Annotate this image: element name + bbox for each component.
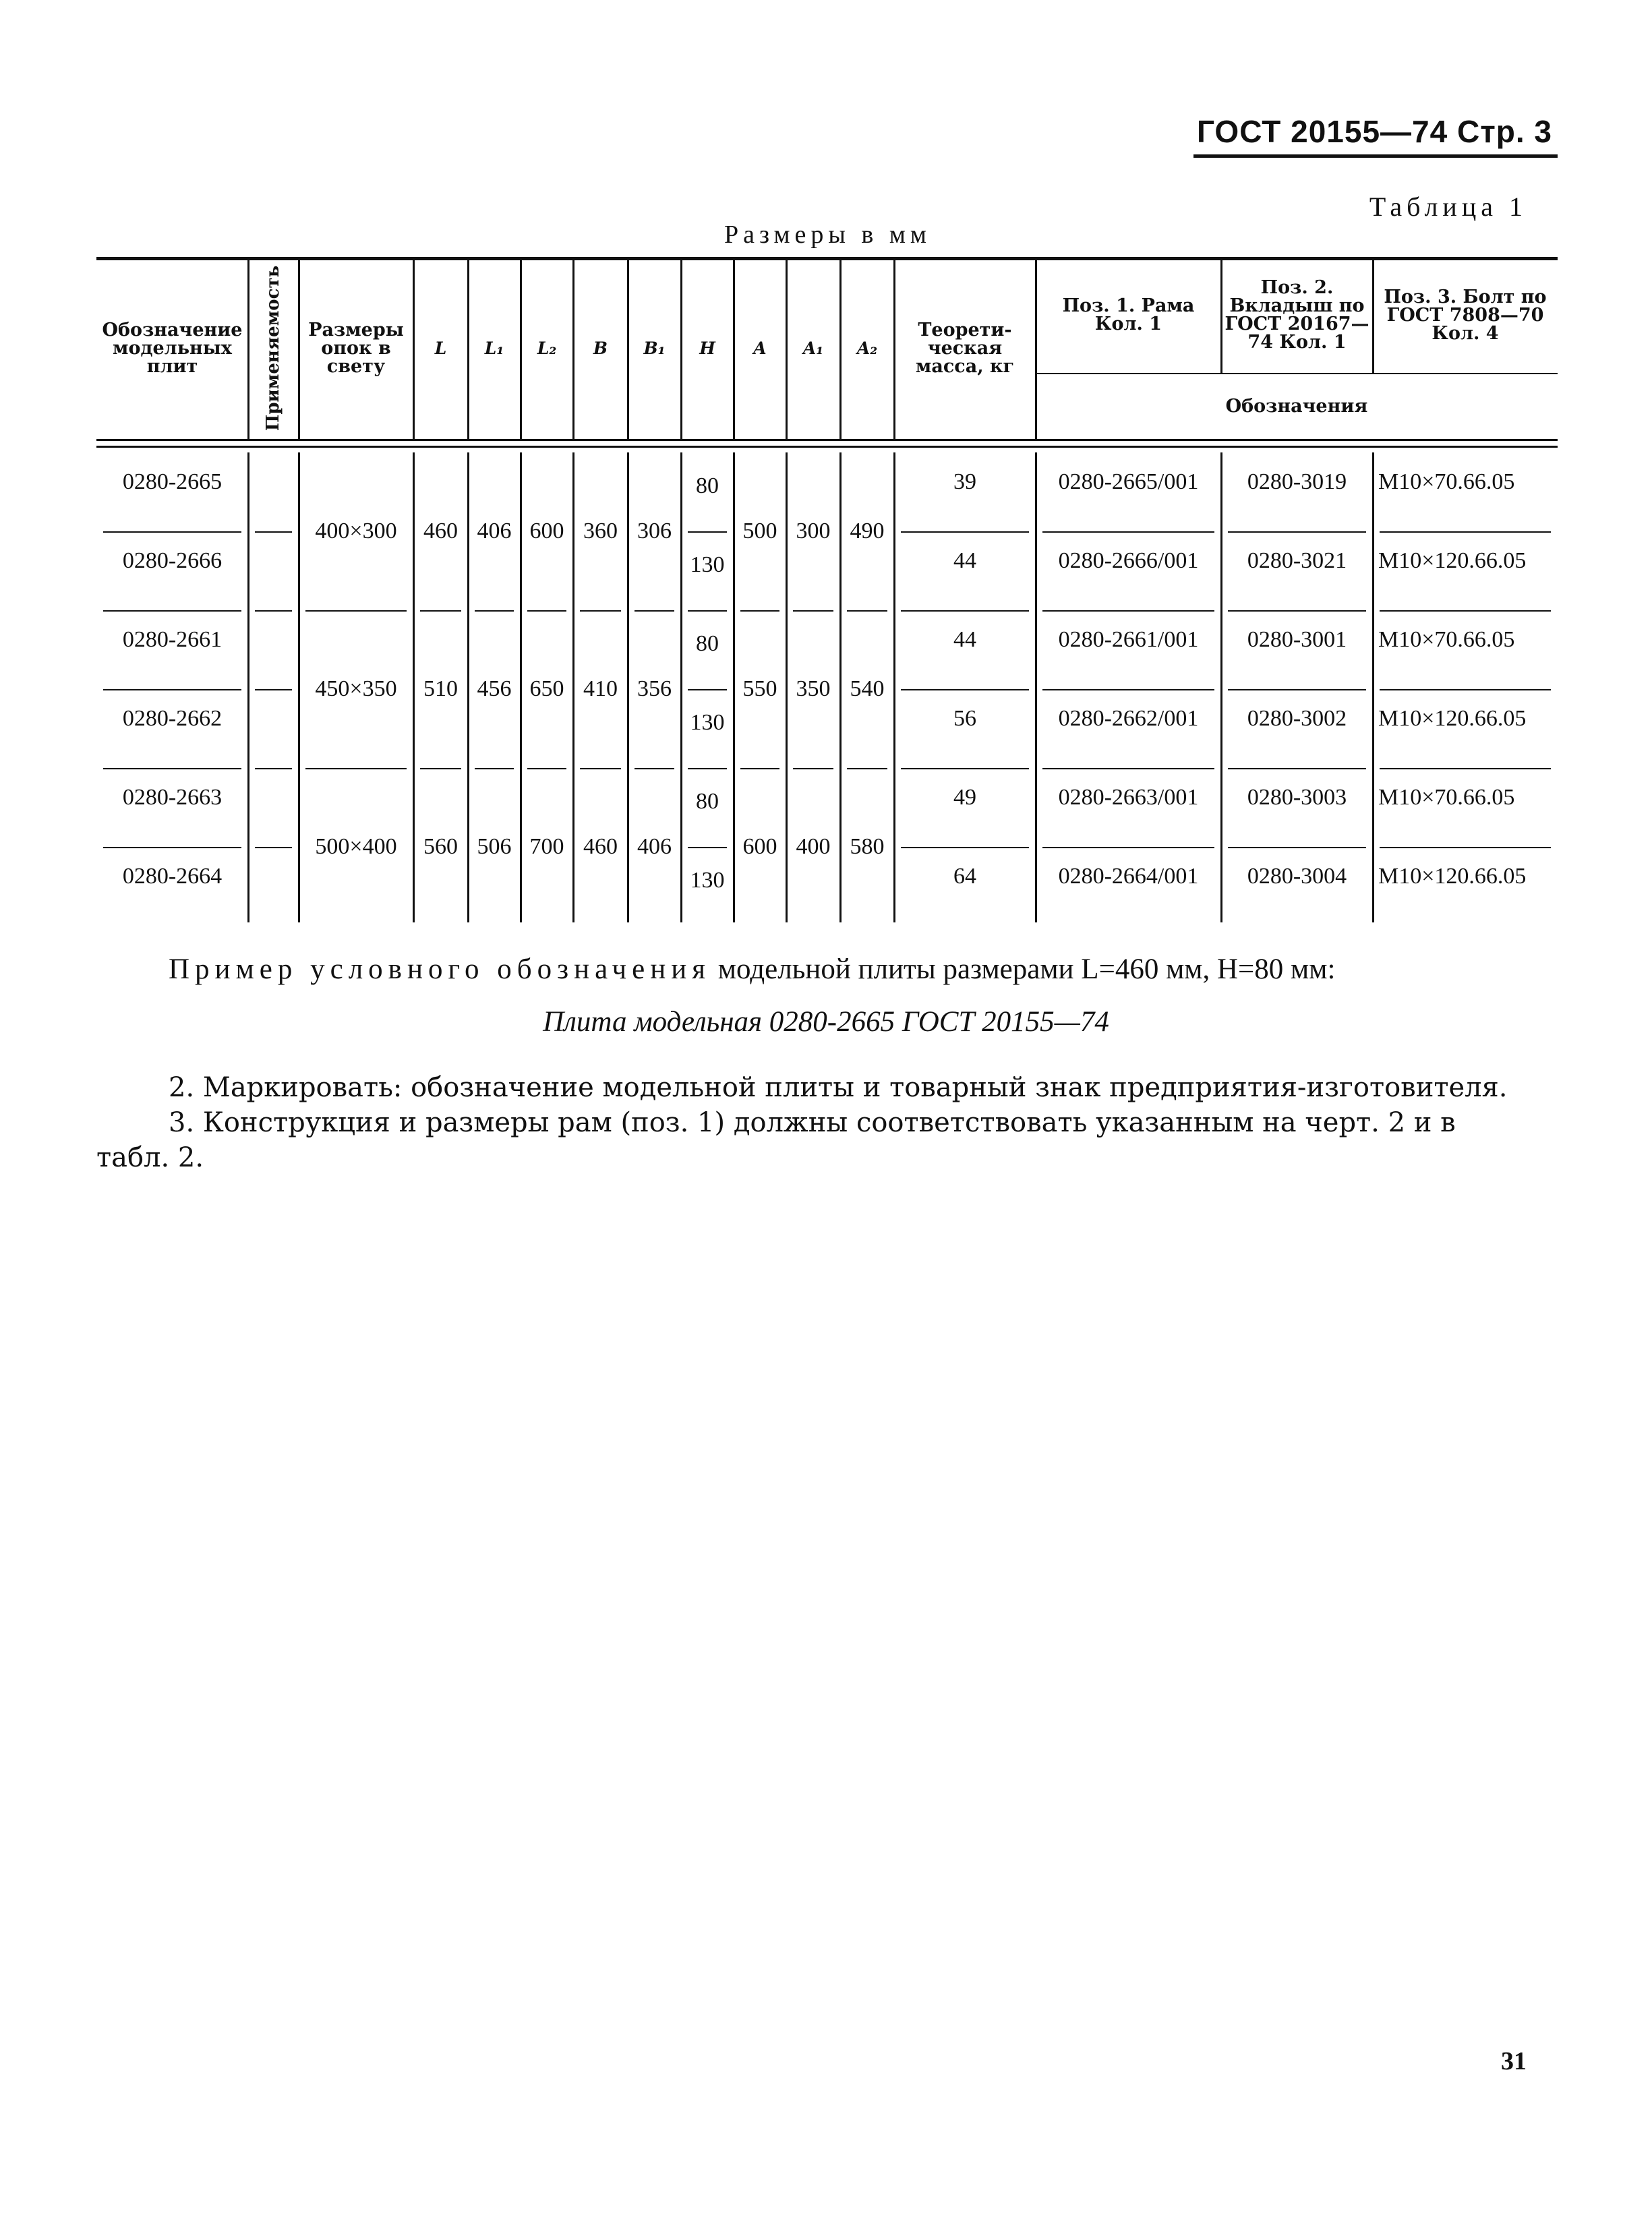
cell-flask-size: 500×400 [315, 834, 397, 859]
cell-a: 600 [742, 834, 777, 859]
header-L: L [434, 338, 447, 358]
cell-a1: 350 [796, 676, 831, 701]
cell-b1: 356 [637, 676, 672, 701]
example-paragraph [169, 952, 1558, 987]
cell-b1: 306 [637, 519, 672, 543]
cell-pos1: 0280-2665/001 [1058, 469, 1199, 494]
example-designation: Плита модельная 0280-2665 ГОСТ 20155—74 [543, 1006, 1109, 1038]
header-pos2: Поз. 2. Вкладыш по ГОСТ 20167—74 Кол. 1 [1225, 277, 1369, 353]
cell-a2: 490 [850, 519, 885, 543]
cell-H: 80 [696, 788, 719, 814]
cell-mass: 49 [953, 784, 976, 810]
cell-l1: 506 [477, 834, 512, 859]
row-separator [255, 847, 292, 848]
header-rule [1193, 154, 1558, 158]
cell-flask-size: 450×350 [315, 676, 397, 701]
cell-l2: 700 [529, 834, 564, 859]
cell-a1: 300 [796, 519, 831, 543]
table-label: Таблица 1 [1369, 191, 1527, 222]
page-number: 31 [1501, 2047, 1527, 2075]
cell-b: 360 [583, 519, 618, 543]
cell-l1: 406 [477, 519, 512, 543]
example-rest: модельной плиты размерами L=460 мм, H=80 мм: [717, 953, 1336, 985]
cell-pos2: 0280-3019 [1247, 469, 1347, 494]
cell-a: 500 [742, 519, 777, 543]
header-B1: B₁ [643, 338, 666, 358]
header-H: H [699, 338, 715, 358]
cell-pos2: 0280-3002 [1247, 705, 1347, 731]
running-header: ГОСТ 20155—74 Стр. 3 [1196, 114, 1552, 149]
cell-designation: 0280-2666 [122, 548, 223, 573]
header-designation: Обозначение модельных плит [102, 319, 243, 377]
cell-pos1: 0280-2664/001 [1058, 863, 1199, 889]
header-L1: L₁ [484, 338, 504, 358]
cell-a1: 400 [796, 834, 831, 859]
cell-pos3: М10×120.66.05 [1378, 548, 1527, 573]
header-bottom-rule-2 [96, 446, 1558, 448]
header-A1: A₁ [802, 338, 824, 358]
cell-pos2: 0280-3001 [1247, 626, 1347, 652]
header-pos3: Поз. 3. Болт по ГОСТ 7808—70 Кол. 4 [1384, 286, 1547, 344]
cell-designation: 0280-2662 [122, 705, 223, 731]
dimensions-note: Размеры в мм [724, 220, 931, 249]
cell-b: 460 [583, 834, 618, 859]
group-separator [255, 610, 292, 612]
cell-a2: 580 [850, 834, 885, 859]
header-mass: Теорети- ческая масса, кг [915, 319, 1015, 377]
cell-l: 560 [423, 834, 458, 859]
cell-pos1: 0280-2666/001 [1058, 548, 1199, 573]
header-A: A [753, 338, 767, 358]
row-separator [255, 531, 292, 533]
cell-l: 510 [423, 676, 458, 701]
cell-pos1: 0280-2662/001 [1058, 705, 1199, 731]
cell-pos1: 0280-2663/001 [1058, 784, 1199, 810]
header-bottom-rule [96, 439, 1558, 441]
cell-pos1: 0280-2661/001 [1058, 626, 1199, 652]
cell-designation: 0280-2665 [122, 469, 223, 494]
header-B: B [593, 338, 608, 358]
cell-l2: 600 [529, 519, 564, 543]
cell-l2: 650 [529, 676, 564, 701]
example-lead: Пример условного обозначения [169, 953, 711, 985]
cell-pos3: М10×120.66.05 [1378, 705, 1527, 731]
cell-mass: 44 [953, 548, 976, 573]
cell-pos3: М10×70.66.05 [1378, 626, 1515, 652]
cell-designation: 0280-2661 [122, 626, 223, 652]
header-pos1: Поз. 1. Рама Кол. 1 [1062, 295, 1195, 334]
specification-table [96, 257, 1558, 922]
cell-designation: 0280-2664 [122, 863, 223, 889]
header-designations: Обозначения [1225, 395, 1368, 417]
cell-l: 460 [423, 519, 458, 543]
header-A2: A₂ [856, 338, 878, 358]
cell-pos3: М10×70.66.05 [1378, 784, 1515, 810]
cell-pos2: 0280-3003 [1247, 784, 1347, 810]
cell-pos2: 0280-3021 [1247, 548, 1347, 573]
cell-mass: 56 [953, 705, 976, 731]
cell-mass: 64 [953, 863, 976, 889]
cell-pos3: М10×70.66.05 [1378, 469, 1515, 494]
cell-H: 130 [690, 552, 725, 577]
cell-l1: 456 [477, 676, 512, 701]
cell-H: 130 [690, 709, 725, 735]
cell-H: 130 [690, 867, 725, 893]
cell-b: 410 [583, 676, 618, 701]
cell-pos3: М10×120.66.05 [1378, 863, 1527, 889]
header-flask_size: Размеры опок в свету [308, 319, 404, 377]
cell-mass: 39 [953, 469, 976, 494]
cell-H: 80 [696, 630, 719, 656]
header-applicability: Применяемость [263, 265, 284, 431]
header-L2: L₂ [537, 338, 557, 358]
header-applicability-cell [248, 257, 299, 439]
cell-pos2: 0280-3004 [1247, 863, 1347, 889]
cell-b1: 406 [637, 834, 672, 859]
cell-H: 80 [696, 473, 719, 498]
row-separator [255, 689, 292, 690]
item-3-continuation: табл. 2. [96, 1142, 204, 1173]
item-3-construction: 3. Конструкция и размеры рам (поз. 1) должны соответствовать указанным на черт. 2 и в [169, 1107, 1456, 1138]
item-2-marking: 2. Маркировать: обозначение модельной плиты и товарный знак предприятия-изготовителя. [169, 1072, 1508, 1103]
group-separator [255, 768, 292, 769]
cell-a2: 540 [850, 676, 885, 701]
cell-mass: 44 [953, 626, 976, 652]
cell-flask-size: 400×300 [315, 519, 397, 543]
cell-designation: 0280-2663 [122, 784, 223, 810]
cell-a: 550 [742, 676, 777, 701]
